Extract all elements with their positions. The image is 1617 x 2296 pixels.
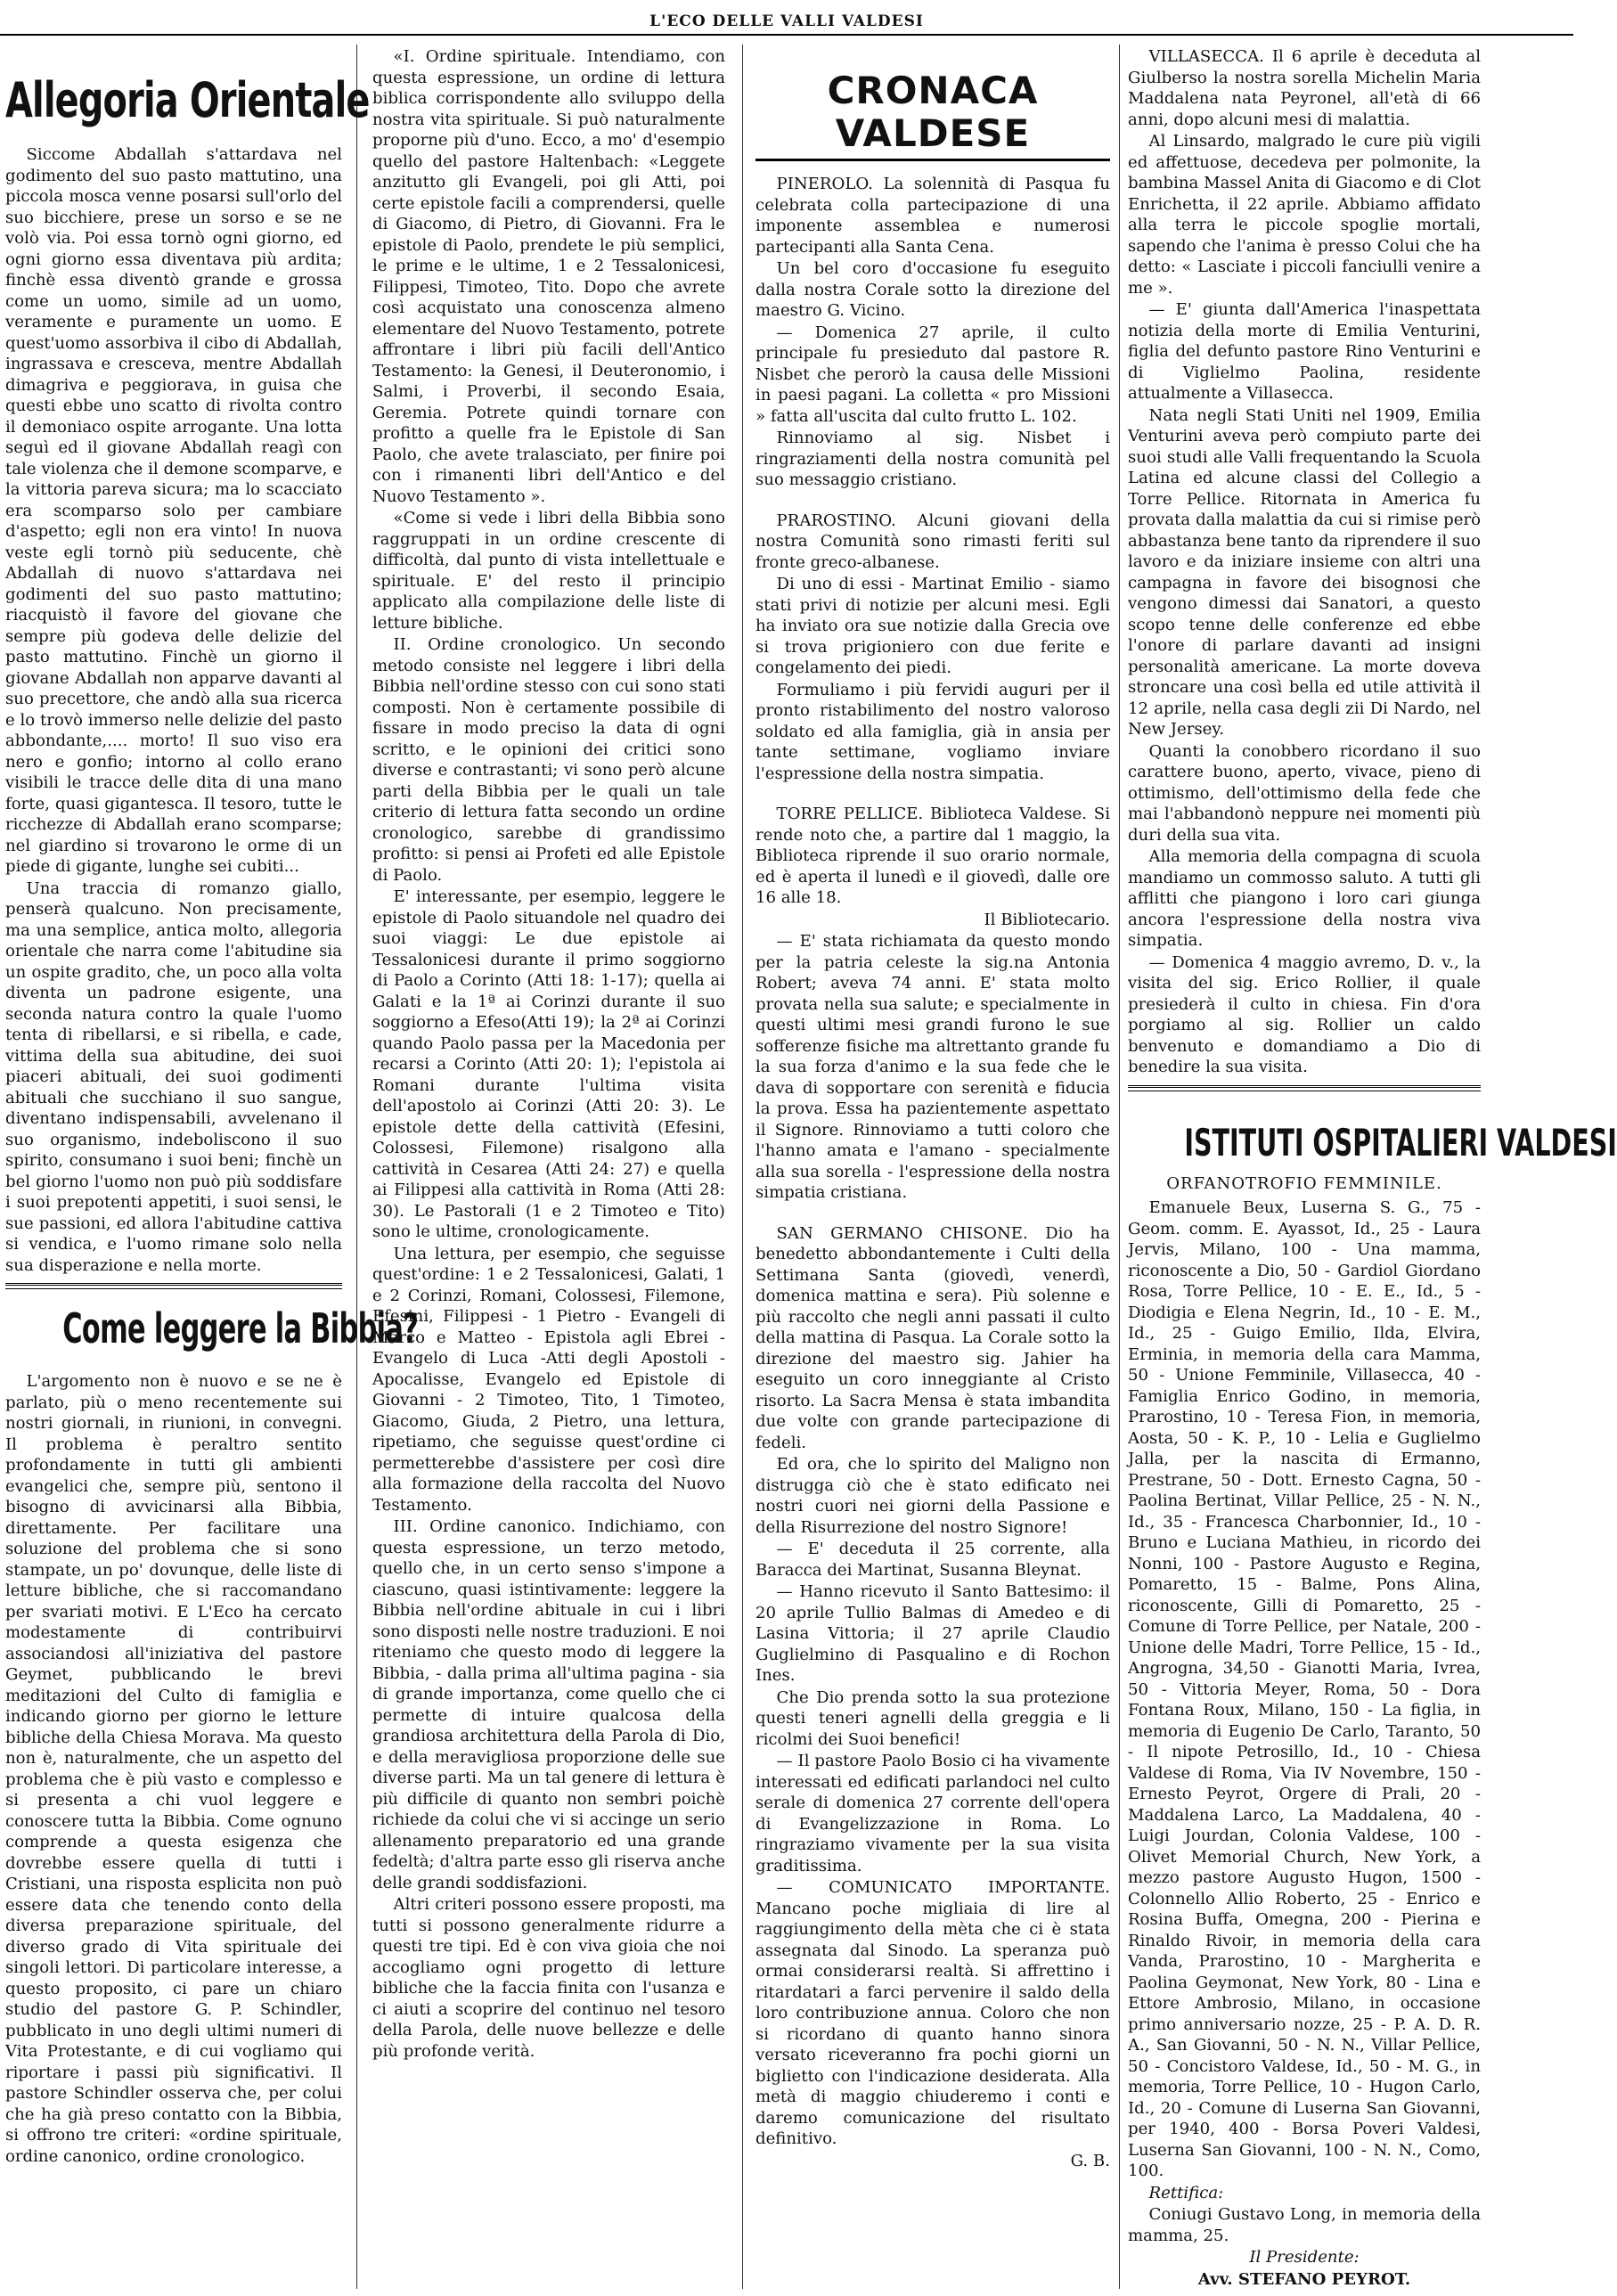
paragraph: «I. Ordine spirituale. Intendiamo, con questa espressione, un ordine di lettura biblica corrispondente allo sviluppo della nostra vita spirituale. Si può naturalmente proporne più d'uno. Ecco, a mo' d'esempio quello del pastore Haltenbach: «Leggete anzitutto gli Evangeli, poi gli Atti, poi certe epistole facili a comprendersi, quelle di Giacomo, di Pietro, di Giovanni. Fra le epistole di Paolo, prendete le più semplici, le prime e le ultime, 1 e 2 Tessalonicesi, Filippesi, Timoteo, Tito. Dopo che avrete così acquistato una conoscenza almeno elementare del Nuovo Testamento, potrete affrontare i libri più facili dell'Antico Testamento: la Genesi, il Deuteronomio, i Salmi, i Proverbi, il secondo Esaia, Geremia. Potrete quindi tornare con profitto a quelle fra le Epistole di San Paolo, che avete tralasciato, per finire poi con i rimanenti libri dell'Antico e del Nuovo Testamento ». [372,47,725,506]
paragraph: E' interessante, per esempio, leggere le epistole di Paolo situandole nel quadro dei suoi viaggi: Le due epistole ai Tessalonicesi durante il primo soggiorno di Paolo a Corinto (Atti 18: 1-17); quella ai Galati e la 1ª ai Corinzi durante il suo soggiorno a Efeso(Atti 19); la 2ª ai Corinzi quando Paolo passa per la Macedonia per recarsi a Corinto (Atti 20: 1); l'epistola ai Romani durante l'ultima visita dell'apostolo ai Corinzi (Atti 20: 3). Le epistole dette della cattività (Efesini, Colossesi, Filemone) risalgono alla cattività in Cesarea (Atti 24: 27) e quella ai Filippesi alla cattività in Roma (Atti 28: 30). Le Pastorali (1 e 2 Timoteo e Tito) sono le ultime, cronologicamente. [372,887,725,1241]
column-4 [1128,46,1617,2289]
paragraph: — E' deceduta il 25 corrente, alla Baracca dei Martinat, Susanna Bleynat. [755,1540,1110,1580]
column-divider [1119,45,1120,2289]
paragraph: III. Ordine canonico. Indichiamo, con questa espressione, un terzo metodo, quello che, in un certo senso s'impone a ciascuno, quasi istintivamente: leggere la Bibbia nell'ordine abituale in cui i libri sono disposti nelle nostre traduzioni. E noi riteniamo che questo modo di leggere la Bibbia, - dalla prima all'ultima pagina - sia di grande importanza, come quello che ci permette di intuire qualcosa della grandiosa architettura della Parola di Dio, e della meravigliosa proporzione delle sue diverse parti. Ma un tal genere di lettura è più difficile di quanto non sembri poichè richiede da colui che vi si accinge un serio allenamento preparatorio ed una grande fedeltà; d'altra parte esso gli riserva anche delle grandi soddisfazioni. [372,1517,725,1892]
paragraph: Coniugi Gustavo Long, in memoria della mamma, 25. [1128,2205,1481,2245]
signature-name: Avv. STEFANO PEYROT. [1197,2269,1411,2289]
paragraph: Alla memoria della compagna di scuola mandiamo un commosso saluto. A tutti gli afflitti che piangono i loro cari giunga ancora l'espressione della nostra viva simpatia. [1128,847,1481,950]
signature: Il Bibliotecario. [984,910,1110,929]
signature-role: Il Presidente: [1249,2248,1360,2267]
donation-list: Emanuele Beux, Luserna S. G., 75 - Geom. comm. E. Ayassot, Id., 25 - Laura Jervis, Milano, 100 - Una mamma, riconoscente a Dio, 50 - Gardiol Giordano Rosa, Torre Pellice, 10 - E. E., Id., 5 - Diodigia e Elena Negrin, Id., 10 - E. M., Id., 25 - Guigo Emilio, Ilda, Elvira, Erminia, in memoria della cara Mamma, 50 - Unione Femminile, Villasecca, 40 - Famiglia Enrico Godino, in memoria, Prarostino, 10 - Teresa Fion, in memoria, Aosta, 50 - K. P., 10 - Lelia e Guglielmo Jalla, per la nascita di Ermanno, Prestrane, 50 - Dott. Ernesto Cagna, 50 - Paolina Bertinat, Villar Pellice, 25 - N. N., Id., 35 - Francesca Charbonnier, Id., 10 - Bruno e Luciana Mathieu, in ricordo dei Nonni, 100 - Pastore Augusto e Regina, Pomaretto, 15 - Balme, Pons Alina, riconoscente, Gilli di Pomaretto, 25 - Comune di Torre Pellice, per Natale, 200 - Unione delle Madri, Torre Pellice, 15 - Id., Angrogna, 34,50 - Gianotti Maria, Ivrea, 50 - Vittoria Meyer, Roma, 50 - Dora Fontana Roux, Milano, 150 - La figlia, in memoria di Eugenio De Carlo, Taranto, 50 - Il nipote Petrosillo, Id., 10 - Chiesa Valdese di Roma, Via IV Novembre, 150 - Ernesto Peyrot, Orgere di Prali, 20 - Maddalena Larco, La Maddalena, 40 - Luigi Jourdan, Colonia Valdese, 100 - Olivet Memorial Church, New York, a mezzo pastore Augusto Hugon, 1500 - Colonnello Allio Roberto, 25 - Enrico e Rosina Buffa, Omegna, 200 - Pierina e Rinaldo Rivoir, in memoria della cara Vanda, Prarostino, 10 - Margherita e Paolina Geymonat, New York, 80 - Lina e Ettore Ambrosio, Milano, in occasione primo anniversario nozze, 25 - P. A. D. R. A., San Giovanni, 50 - N. N., Villar Pellice, 50 - Concistoro Valdese, Id., 50 - M. G., in memoria, Torre Pellice, 10 - Hugon Carlo, Id., 20 - Comune di Luserna San Giovanni, per 1940, 400 - Borsa Poveri Valdesi, Luserna San Giovanni, 100 - N. N., Como, 100. [1128,1198,1481,2180]
paragraph: Una lettura, per esempio, che seguisse quest'ordine: 1 e 2 Tessalonicesi, Galati, 1 e 2 Corinzi, Romani, Colossesi, Filemone, Efesini, Filippesi - 1 Pietro - Evangeli di Marco e Matteo - Epistola agli Ebrei - Evangelo di Luca -Atti degli Apostoli - Apocalisse, Evangelo ed Epistole di Giovanni - 2 Timoteo, Tito, 1 Timoteo, Giacomo, Giuda, 2 Pietro, una lettura, ripetiamo, che seguisse quest'ordine ci permetterebbe d'assistere per così dire alla formazione della raccolta del Nuovo Testamento. [372,1244,725,1515]
paragraph: — Il pastore Paolo Bosio ci ha vivamente interessati ed edificati parlandoci nel culto serale di domenica 27 corrente dell'opera di Evangelizzazione in Roma. Lo ringraziamo vivamente per la sua visita graditissima. [755,1752,1110,1875]
masthead [0,0,1573,36]
paragraph: «Come si vede i libri della Bibbia sono raggruppati in un ordine crescente di difficoltà, dal punto di vista intellettuale e spirituale. E' del resto il principio applicato alla compilazione delle liste di letture bibliche. [372,509,725,633]
paragraph: Di uno di essi - Martinat Emilio - siamo stati privi di notizie per alcuni mesi. Egli ha inviato ora sue notizie dalla Grecia ove si trova prigioniero con due ferite e congelamento dei piedi. [755,575,1110,677]
section-title-cronaca: CRONACA VALDESE [755,69,1110,161]
paragraph: PRAROSTINO. Alcuni giovani della nostra Comunità sono rimasti feriti sul fronte greco-albanese. [755,511,1110,572]
section-rule [5,1283,342,1289]
paragraph: Nata negli Stati Uniti nel 1909, Emilia Venturini aveva però compiuto parte dei suoi studi alle Valli frequentando la Scuola Latina ed alcune classi del Collegio a Torre Pellice. Ritornata in America fu provata dalla malattia da cui si rimise però abbastanza bene tanto da riprendere il suo lavoro e da iniziare insieme con altri una campagna in favore dei bisognosi che vengono dimessi dai Sanatori, a questo scopo tenne delle conferenze ed ebbe l'onore di parlare davanti ad insigni personalità americane. La morte doveva stroncare una così bella ed utile attività il 12 aprile, nella casa degli zii Di Nardo, nel New Jersey. [1128,405,1481,739]
paragraph: — E' stata richiamata da questo mondo per la patria celeste la sig.na Antonia Robert; aveva 74 anni. E' stata molto provata nella sua salute; e specialmente in questi ultimi mesi grandi furono le sue sofferenze fisiche ma altrettanto grande fu la sua forza d'animo e la sua fede che le dava di sopportare con serenità e fiducia la prova. Essa ha pazientemente aspettato il Signore. Rinnoviamo a tutti coloro che l'hanno amata e l'amano - specialmente alla sua sorella - l'espressione della nostra simpatia cristiana. [755,932,1110,1202]
signature: G. B. [1070,2151,1110,2170]
article-title-come-leggere: Come leggere la Bibbia? [62,1304,419,1352]
masthead-rule [0,34,1573,36]
paragraph: Ed ora, che lo spirito del Maligno non distrugga ciò che è stato edificato nei nostri cuori nei giorni della Passione e della Risurrezione del nostro Signore! [755,1455,1110,1537]
paragraph: PINEROLO. La solennità di Pasqua fu celebrata colla partecipazione di una imponente assemblea e numerosi partecipanti alla Santa Cena. [755,175,1110,257]
section-title-istituti: ISTITUTI OSPITALIERI VALDESI [1184,1120,1617,1164]
paragraph: Al Linsardo, malgrado le cure più vigili ed affettuose, decedeva per polmonite, la bambina Massel Anita di Giacomo e di Clot Enrichetta, il 22 aprile. Abbiamo affidato alla terra le piccole spoglie mortali, sapendo che l'anima è presso Colui che ha detto: « Lasciate i piccoli fanciulli venire a me ». [1128,132,1481,298]
paragraph: Rinnoviamo al sig. Nisbet i ringraziamenti della nostra comunità pel suo messaggio cristiano. [755,429,1110,489]
paragraph: SAN GERMANO CHISONE. Dio ha benedetto abbondantemente i Culti della Settimana Santa (giovedì, venerdì, domenica mattina e sera). Più solenne e più raccolto che negli anni passati il culto della mattina di Pasqua. La Corale sotto la direzione del maestro sig. Jahier ha eseguito un coro inneggiante al Cristo risorto. La Sacra Mensa è stata imbandita due volte con grande partecipazione di fedeli. [755,1223,1110,1452]
newspaper-title: L'ECO DELLE VALLI VALDESI [649,12,924,30]
paragraph: TORRE PELLICE. Biblioteca Valdese. Si rende noto che, a partire dal 1 maggio, la Biblioteca riprende il suo orario normale, ed è aperta il lunedì e il giovedì, dalle ore 16 alle 18. [755,805,1110,907]
paragraph: II. Ordine cronologico. Un secondo metodo consiste nel leggere i libri della Bibbia nell'ordine stesso con cui sono stati composti. Non è certamente possibile di fissare in modo preciso la data di ogni scritto, e le opinioni dei critici sono diverse e contrastanti; vi sono però alcune parti della Bibbia per le quali un tale criterio di lettura fatta secondo un ordine cronologico, sarebbe di grandissimo profitto: si pensi ai Profeti ed alle Epistole di Paolo. [372,635,725,885]
article-title-allegoria: Allegoria Orientale [5,72,370,128]
column-2 [372,46,725,2287]
paragraph: L'argomento non è nuovo e se ne è parlato, più o meno recentemente sui nostri giornali, in riunioni, in convegni. Il problema è peraltro sentito profondamente in tutti gli ambienti evangelici che, sempre più, sentono il bisogno di avvicinarsi alla Bibbia, direttamente. Per facilitare una soluzione del problema che si sono stampate, un po' dovunque, delle liste di letture bibliche, che si raccomandano per svariati motivi. E L'Eco ha cercato modestamente di contribuirvi associandosi all'iniziativa del pastore Geymet, pubblicando le brevi meditazioni del Culto di famiglia e indicando giorno per giorno le letture bibliche della Chiesa Morava. Ma questo non è, naturalmente, che un aspetto del problema che è più vasto e complesso e si presenta a chi vuol leggere e conoscere tutta la Bibbia. Come ognuno comprende a questa esigenza che dovrebbe essere quella di tutti i Cristiani, una risposta esplicita non può essere data che tenendo conto della diversa preparazione spirituale, del diverso grado di Vita spirituale dei singoli lettori. Di particolare interesse, a questo proposito, ci pare un chiaro studio del pastore G. P. Schindler, pubblicato in uno degli ultimi numeri di Vita Protestante, e di cui vogliamo qui riportare i passi più significativi. Il pastore Schindler osserva che, per colui che ha già preso contatto con la Bibbia, si offrono tre criteri: «ordine spirituale, ordine canonico, ordine cronologico. [5,1372,342,2166]
column-divider [742,45,743,2289]
paragraph: Quanti la conobbero ricordano il suo carattere buono, aperto, vivace, pieno di ottimismo, dell'ottimismo della fede che mai l'abbandonò neppure nei momenti più duri della sua vita. [1128,741,1481,845]
section-rule [1128,1085,1481,1091]
subsection-title: ORFANOTROFIO FEMMINILE. [1166,1173,1442,1193]
paragraph: — Domenica 27 aprile, il culto principale fu presieduto dal pastore R. Nisbet che perorò la causa delle Missioni in paesi pagani. La colletta « pro Missioni » fatta all'uscita dal culto frutto L. 102. [755,323,1110,426]
column-divider [356,45,357,2289]
paragraph: Formuliamo i più fervidi auguri per il pronto ristabilimento del nostro valoroso soldato ed alla famiglia, già in ansia per tante settimane, vogliamo inviare l'espressione della nostra simpatia. [755,680,1110,783]
paragraph: VILLASECCA. Il 6 aprile è deceduta al Giulberso la nostra sorella Michelin Maria Maddalena nata Peyronel, all'età di 66 anni, dopo alcuni mesi di malattia. [1128,47,1481,129]
rettifica-label: Rettifica: [1148,2183,1224,2202]
paragraph: — COMUNICATO IMPORTANTE. Mancano poche migliaia di lire al raggiungimento della mèta che ci è stata assegnata dal Sinodo. La speranza può ormai considerarsi realtà. Si affrettino i ritardatari a farci pervenire il saldo della loro contribuzione annua. Coloro che non si ricordano di quanto hanno sinora versato riceveranno fra pochi giorni un biglietto con l'indicazione desiderata. Alla metà di maggio chiuderemo i conti e daremo comunicazione del risultato definitivo. [755,1878,1110,2148]
paragraph: — E' giunta dall'America l'inaspettata notizia della morte di Emilia Venturini, figlia del defunto pastore Rino Venturini e di Viglielmo Paolina, residente attualmente a Villasecca. [1128,300,1481,403]
column-1 [5,46,419,2287]
paragraph: Una traccia di romanzo giallo, penserà qualcuno. Non precisamente, ma una semplice, antica molto, allegoria orientale che narra come l'abitudine sia un ospite gradito, che, un poco alla volta diventa un padrone esigente, una seconda natura contro la quale l'uomo tenta di ribellarsi, e si ribella, e cade, vittima della sua abitudine, dei suoi piaceri abituali, dei suoi godimenti abituali che succhiano il suo sangue, diventano indispensabili, avvelenano il suo organismo, indeboliscono il suo spirito, consumano i suoi beni; finchè un bel giorno l'uomo non può più soddisfare i suoi prepotenti appetiti, i suoi sensi, le sue passioni, ed allora l'abitudine cattiva si vendica, e l'uomo rimane solo nella sua disperazione e nella morte. [5,878,342,1275]
column-3 [755,46,1110,2287]
paragraph: — Domenica 4 maggio avremo, D. v., la visita del sig. Erico Rollier, il quale presiederà il culto in chiesa. Fin d'ora porgiamo al sig. Rollier un caldo benvenuto e domandiamo a Dio di benedire la sua visita. [1128,952,1481,1076]
paragraph: — Hanno ricevuto il Santo Battesimo: il 20 aprile Tullio Balmas di Amedeo e di Lasina Vittoria; il 27 aprile Claudio Guglielmino di Pasqualino e di Rochon Ines. [755,1582,1110,1685]
paragraph: Che Dio prenda sotto la sua protezione questi teneri agnelli della greggia e li ricolmi dei Suoi benefici! [755,1687,1110,1749]
paragraph: Siccome Abdallah s'attardava nel godimento del suo pasto mattutino, una piccola mosca venne posarsi sull'orlo del suo bicchiere, prese un sorso e se ne volò via. Poi essa tornò ogni giorno, ed ogni giorno essa diventava più ardita; finchè essa diventò grande e grossa come un uomo, simile ad un uomo, veramente e puramente un uomo. E quest'uomo assorbiva il cibo di Abdallah, ingrassava e cresceva, mentre Abdallah dimagriva e peggiorava, in guisa che questi ebbe uno scatto di rivolta contro il demoniaco ospite arrogante. Una lotta seguì ed il giovane Abdallah reagì con tale violenza che il demone scomparve, e la vittoria pareva sicura; ma lo scacciato era scomparso solo per cambiare d'aspetto; egli non era vinto! In nuova veste egli tornò più seducente, chè Abdallah di nuovo s'attardava nei godimenti del suo pasto mattutino; riacquistò il favore del giovane che sempre più godeva delle delizie del pasto mattutino. Finchè un giorno il giovane Abdallah non apparve davanti al suo precettore, che andò alla sua ricerca e lo trovò immerso nelle delizie del pasto abbondante,.... morto! Il suo viso era nero e gonfio; intorno al collo erano visibili le tracce delle dita di una mano forte, quasi gigantesca. Il tesoro, tutte le ricchezze di Abdallah erano scomparse; nel giardino si trovarono le orme di un piede di gigante, lunghe sei cubiti... [5,145,342,876]
paragraph: Altri criteri possono essere proposti, ma tutti si possono generalmente ridurre a questi tre tipi. Ed è con viva gioia che noi accogliamo ogni progetto di letture bibliche che la faccia finita con l'usanza e ci aiuti a scoprire del continuo nel tesoro della Parola, delle nuove bellezze e delle più profonde verità. [372,1895,725,2061]
paragraph: Un bel coro d'occasione fu eseguito dalla nostra Corale sotto la direzione del maestro G. Vicino. [755,259,1110,320]
